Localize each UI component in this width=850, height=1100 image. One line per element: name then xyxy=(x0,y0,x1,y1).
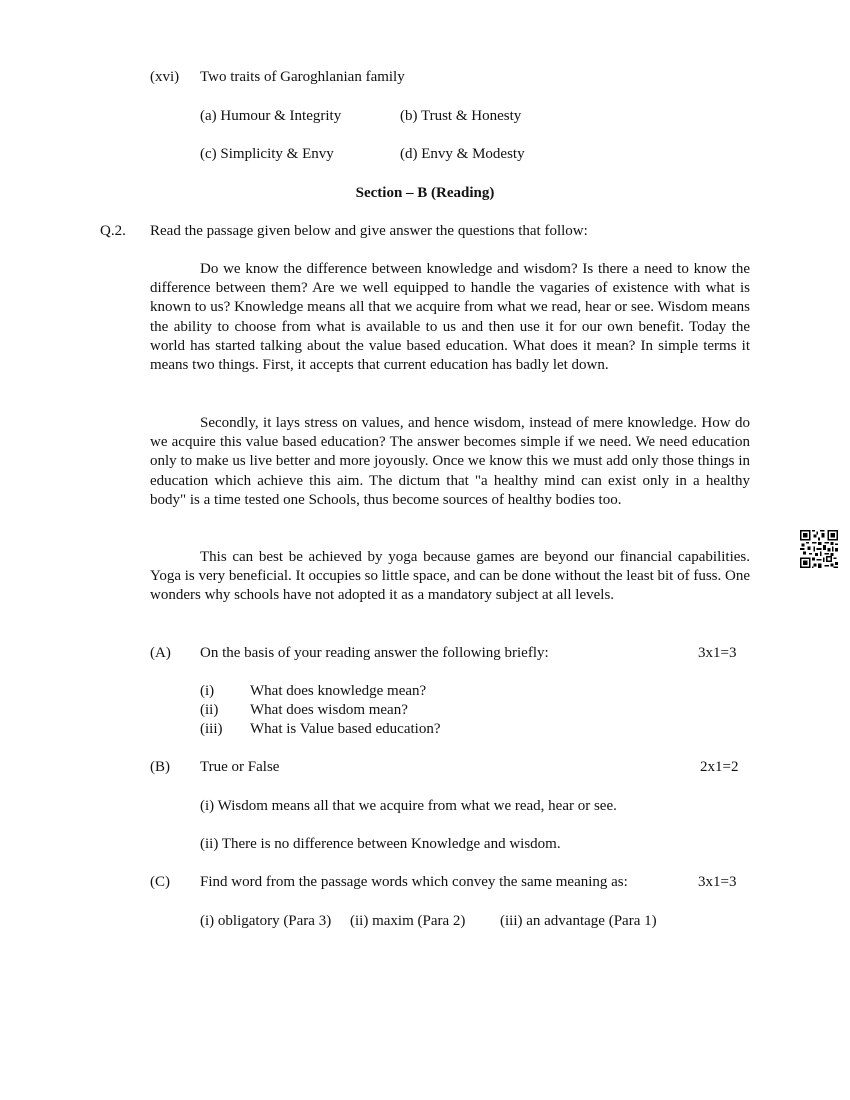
passage-paragraph-3: This can best be achieved by yoga because games are beyond our financial capabilities. Yoga is very beneficial. It occupies so little space, and can be done without the least bit of fuss. One wonders why schools have not adopted it as a mandatory subject at all levels. xyxy=(150,549,750,604)
question-text: Two traits of Garoghlanian family xyxy=(200,69,405,85)
true-false-statement: (i) Wisdom means all that we acquire from what we read, hear or see. xyxy=(200,798,617,814)
qr-code-icon xyxy=(800,529,838,569)
question-number: Q.2. xyxy=(100,223,126,239)
sub-question-number: (i) xyxy=(200,683,215,699)
sub-question-text: What does wisdom mean? xyxy=(250,702,408,718)
marks: 3x1=3 xyxy=(698,645,737,661)
part-instruction: True or False xyxy=(200,759,280,775)
sub-question-number: (ii) xyxy=(200,702,219,718)
sub-question-text: What does knowledge mean? xyxy=(250,683,427,699)
sub-question-number: (iii) xyxy=(200,721,223,737)
part-instruction: Find word from the passage words which convey the same meaning as: xyxy=(200,874,628,890)
vocabulary-item: (iii) an advantage (Para 1) xyxy=(500,913,657,929)
vocabulary-item: (i) obligatory (Para 3) xyxy=(200,913,332,929)
part-label: (B) xyxy=(150,759,170,775)
part-label: (A) xyxy=(150,645,171,661)
question-instruction: Read the passage given below and give answer the questions that follow: xyxy=(150,223,588,239)
part-label: (C) xyxy=(150,874,170,890)
question-number: (xvi) xyxy=(150,69,180,85)
true-false-statement: (ii) There is no difference between Knowledge and wisdom. xyxy=(200,836,561,852)
passage-paragraph-2: Secondly, it lays stress on values, and hence wisdom, instead of mere knowledge. How do we acquire this value based education? The answer becomes simple if we need. We need education only to make us live better and more joyously. Once we know this we must add only those things in education which achieve this aim. The dictum that "a healthy mind can exist only in a healthy body" is a time tested one Schools, thus become sources of healthy bodies too. xyxy=(150,415,750,508)
option-d: (d) Envy & Modesty xyxy=(400,146,525,162)
vocabulary-item: (ii) maxim (Para 2) xyxy=(350,913,466,929)
section-title: Section – B (Reading) xyxy=(355,185,495,201)
marks: 2x1=2 xyxy=(700,759,739,775)
marks: 3x1=3 xyxy=(698,874,737,890)
option-b: (b) Trust & Honesty xyxy=(400,108,522,124)
option-a: (a) Humour & Integrity xyxy=(200,108,342,124)
part-instruction: On the basis of your reading answer the following briefly: xyxy=(200,645,549,661)
sub-question-text: What is Value based education? xyxy=(250,721,441,737)
passage-paragraph-1: Do we know the difference between knowledge and wisdom? Is there a need to know the difference between them? Are we well equipped to handle the vagaries of existence with what is known to us? Knowledge means all that we acquire from what we read, hear or see. Wisdom means the ability to choose from what is available to us and then use it for our own benefit. Today the world has started talking about the value based education. What does it mean? In simple terms it means two things. First, it accepts that current education has badly let down. xyxy=(150,261,750,374)
option-c: (c) Simplicity & Envy xyxy=(200,146,334,162)
